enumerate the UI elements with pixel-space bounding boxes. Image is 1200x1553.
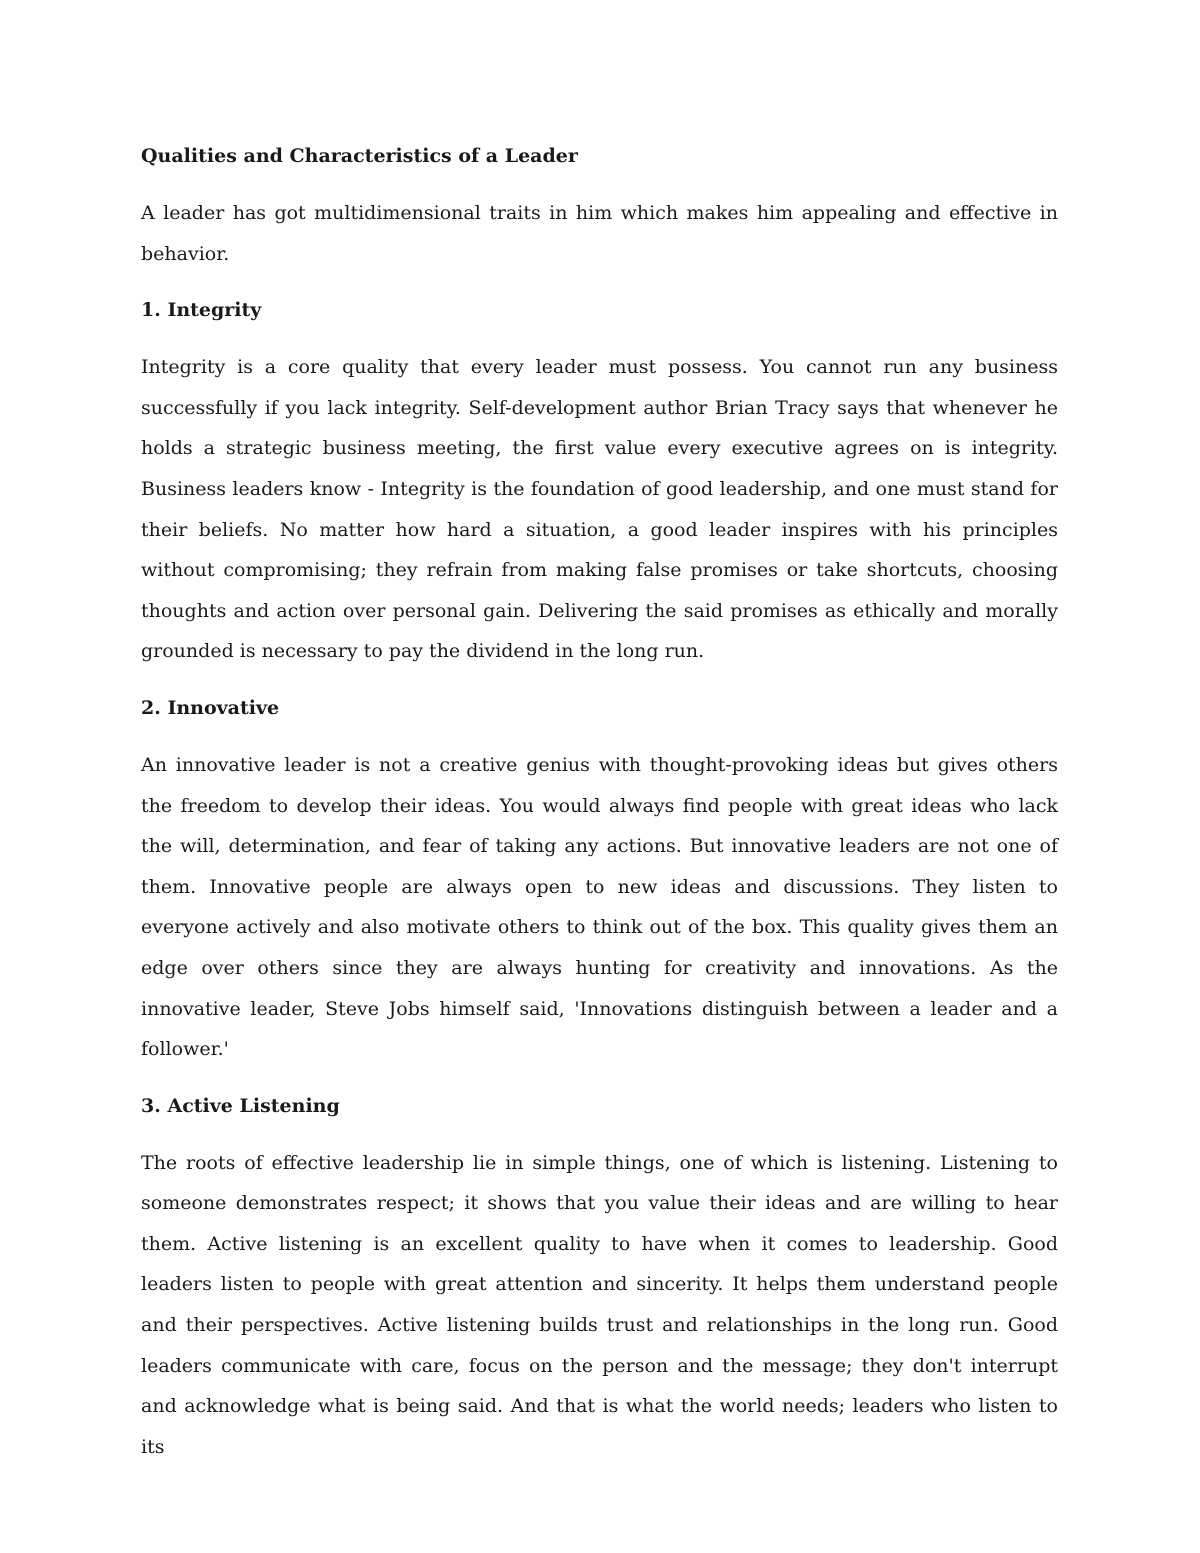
section-body-innovative: An innovative leader is not a creative genius with thought-provoking ideas but gives others the freedom to develop their ideas. You would always find people with great ideas who lack the will, determination, and fear of taking any actions. But innovative leaders are not one of them. Innovative people are always open to new ideas and discussions. They listen to everyone actively and also motivate others to think out of the box. This quality gives them an edge over others since they are always hunting for creativity and innovations. As the innovative leader, Steve Jobs himself said, 'Innovations distinguish between a leader and a follower.' <box>141 753 1058 1061</box>
intro-paragraph: A leader has got multidimensional traits in him which makes him appealing and effective in behavior. <box>141 202 1058 265</box>
section-heading-innovative: 2. Innovative <box>141 696 280 719</box>
document-page <box>141 140 1058 1467</box>
document-title: Qualities and Characteristics of a Leader <box>141 145 578 167</box>
section-body-integrity: Integrity is a core quality that every leader must possess. You cannot run any business successfully if you lack integrity. Self-development author Brian Tracy says that whenever he holds a strategic business meeting, the first value every executive agrees on is integrity. Business leaders know - Integrity is the foundation of good leadership, and one must stand for their beliefs. No matter how hard a situation, a good leader inspires with his principles without compromising; they refrain from making false promises or take shortcuts, choosing thoughts and action over personal gain. Delivering the said promises as ethically and morally grounded is necessary to pay the dividend in the long run. <box>141 356 1058 663</box>
section-body-active-listening: The roots of effective leadership lie in simple things, one of which is listening. Listening to someone demonstrates respect; it shows that you value their ideas and are willing to hear them. Active listening is an excellent quality to have when it comes to leadership. Good leaders listen to people with great attention and sincerity. It helps them understand people and their perspectives. Active listening builds trust and relationships in the long run. Good leaders communicate with care, focus on the person and the message; they don't interrupt and acknowledge what is being said. And that is what the world needs; leaders who listen to its <box>141 1151 1058 1458</box>
section-heading-integrity: 1. Integrity <box>141 299 262 322</box>
section-heading-active-listening: 3. Active Listening <box>141 1094 340 1117</box>
